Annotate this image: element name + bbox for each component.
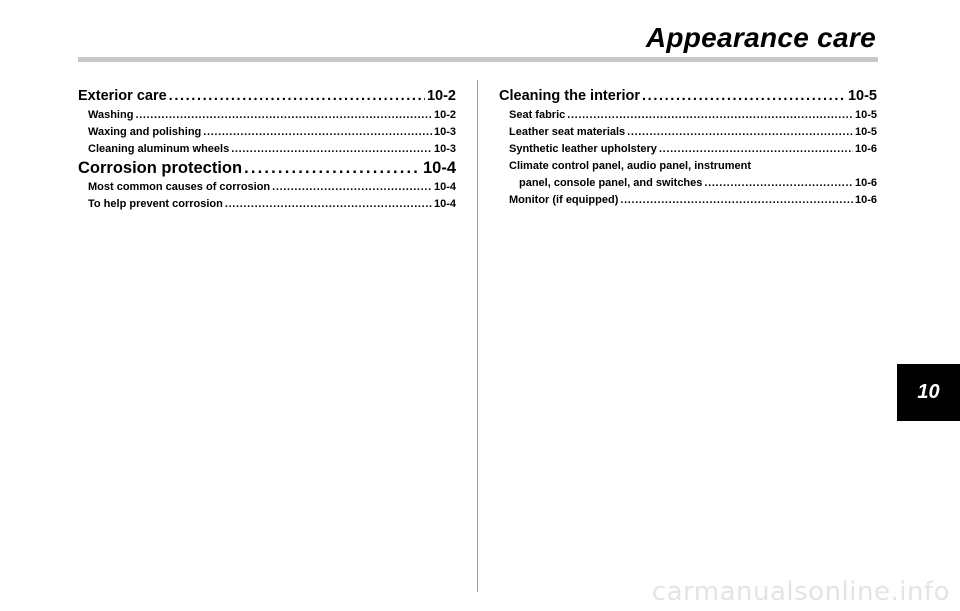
toc-entry-page: 10-4 [433, 198, 456, 210]
toc-entry-label: Cleaning aluminum wheels [88, 143, 230, 155]
dot-leader [627, 124, 853, 141]
toc-entry-label: Cleaning the interior [499, 88, 640, 104]
dot-leader [704, 175, 853, 192]
toc-entry-leather-seat[interactable] [499, 124, 877, 141]
toc-entry-climate-control-panel[interactable] [499, 158, 877, 192]
toc-entry-label: Waxing and polishing [88, 126, 202, 138]
toc-left-column [78, 86, 456, 213]
column-divider [477, 80, 478, 592]
dot-leader [135, 107, 432, 124]
dot-leader [225, 196, 432, 213]
toc-entry-page: 10-5 [854, 126, 877, 138]
toc-entry-causes-of-corrosion[interactable] [78, 179, 456, 196]
toc-entry-page: 10-6 [854, 194, 877, 206]
toc-entry-label: Most common causes of corrosion [88, 181, 271, 193]
toc-entry-page: 10-6 [854, 143, 877, 155]
toc-entry-label: Corrosion protection [78, 159, 243, 177]
dot-leader [567, 107, 853, 124]
toc-entry-page: 10-6 [854, 177, 877, 189]
chapter-tab-badge: 10 [897, 364, 960, 421]
dot-leader [244, 158, 421, 179]
dot-leader [642, 86, 846, 107]
title-rule [78, 57, 878, 62]
toc-entry-label-line2: panel, console panel, and switches [519, 177, 703, 189]
toc-entry-monitor[interactable] [499, 192, 877, 209]
chapter-title: Appearance care [645, 22, 876, 53]
toc-entry-page: 10-3 [433, 126, 456, 138]
dot-leader [659, 141, 853, 158]
toc-entry-synthetic-leather[interactable] [499, 141, 877, 158]
toc-entry-label: Exterior care [78, 88, 167, 104]
toc-entry-page: 10-2 [433, 109, 456, 121]
dot-leader [620, 192, 853, 209]
toc-entry-page: 10-4 [422, 159, 456, 177]
dot-leader [231, 141, 432, 158]
toc-entry-label: Leather seat materials [509, 126, 626, 138]
toc-entry-page: 10-4 [433, 181, 456, 193]
toc-entry-washing[interactable] [78, 107, 456, 124]
toc-entry-page: 10-3 [433, 143, 456, 155]
toc-entry-seat-fabric[interactable] [499, 107, 877, 124]
toc-entry-page: 10-5 [847, 88, 877, 104]
dot-leader [203, 124, 432, 141]
toc-entry-label-line1: Climate control panel, audio panel, instrument [509, 160, 752, 172]
toc-entry-label: Monitor (if equipped) [509, 194, 619, 206]
toc-entry-label: Washing [88, 109, 134, 121]
toc-entry-waxing[interactable] [78, 124, 456, 141]
toc-entry-cleaning-interior[interactable] [499, 86, 877, 107]
toc-entry-continuation [509, 175, 877, 192]
dot-leader [272, 179, 432, 196]
toc-entry-label: To help prevent corrosion [88, 198, 223, 210]
watermark: carmanualsonline.info [651, 577, 950, 607]
toc-entry-label: Synthetic leather upholstery [509, 143, 657, 155]
toc-entry-label: Seat fabric [509, 109, 566, 121]
dot-leader [169, 86, 425, 107]
toc-right-column [499, 86, 877, 209]
toc-entry-aluminum-wheels[interactable] [78, 141, 456, 158]
toc-entry-exterior-care[interactable] [78, 86, 456, 107]
toc-entry-prevent-corrosion[interactable] [78, 196, 456, 213]
toc-entry-corrosion-protection[interactable] [78, 158, 456, 179]
toc-entry-page: 10-2 [426, 88, 456, 104]
toc-entry-page: 10-5 [854, 109, 877, 121]
